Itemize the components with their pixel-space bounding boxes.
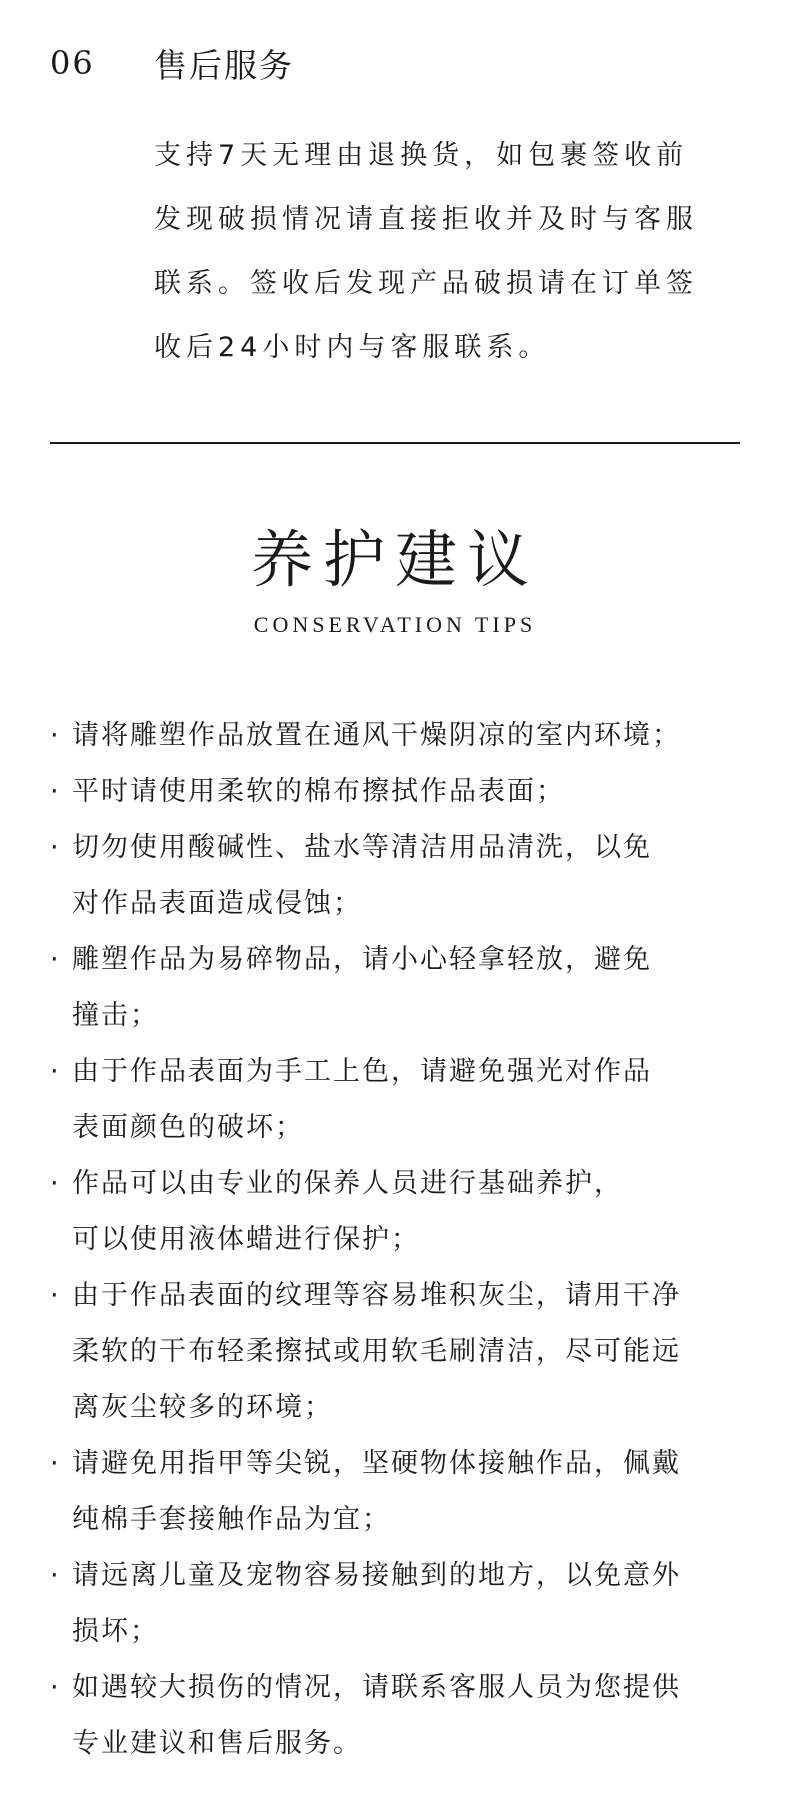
tip-item	[50, 708, 750, 764]
tip-line: 由于作品表面的纹理等容易堆积灰尘，请用干净	[72, 1280, 681, 1311]
tip-line: 请将雕塑作品放置在通风干燥阴凉的室内环境；	[72, 720, 681, 751]
tip-line: 雕塑作品为易碎物品，请小心轻拿轻放，避免	[72, 944, 652, 975]
tip-item	[50, 1156, 750, 1268]
tip-item	[50, 1660, 750, 1772]
bullet-dot: ·	[50, 1672, 61, 1703]
tip-line: 柔软的干布轻柔擦拭或用软毛刷清洁，尽可能远	[72, 1336, 681, 1367]
bullet-dot: ·	[50, 832, 61, 863]
tip-item	[50, 1548, 750, 1660]
tip-item	[50, 932, 750, 1044]
tip-line: 离灰尘较多的环境；	[72, 1392, 333, 1423]
tip-line: 可以使用液体蜡进行保护；	[72, 1224, 420, 1255]
bullet-dot: ·	[50, 1448, 61, 1479]
tip-line: 平时请使用柔软的棉布擦拭作品表面；	[72, 776, 565, 807]
section-number: 06	[50, 44, 95, 82]
bullet-dot: ·	[50, 720, 61, 751]
tip-item	[50, 1436, 750, 1548]
aftersales-line: 收后24小时内与客服联系。	[154, 332, 551, 363]
tip-line: 表面颜色的破坏；	[72, 1112, 304, 1143]
tip-item	[50, 820, 750, 932]
section-title: 售后服务	[154, 46, 294, 85]
conservation-tips-list	[50, 708, 750, 1772]
conservation-subtitle: CONSERVATION TIPS	[253, 612, 537, 637]
bullet-dot: ·	[50, 1168, 61, 1199]
tip-line: 损坏；	[72, 1616, 159, 1647]
aftersales-body	[154, 124, 790, 380]
aftersales-line: 联系。签收后发现产品破损请在订单签	[154, 268, 698, 299]
section-divider	[50, 442, 740, 444]
tip-line: 请远离儿童及宠物容易接触到的地方，以免意外	[72, 1560, 681, 1591]
bullet-dot: ·	[50, 1056, 61, 1087]
tip-line: 专业建议和售后服务。	[72, 1728, 362, 1759]
aftersales-line: 发现破损情况请直接拒收并及时与客服	[154, 204, 698, 235]
tip-line: 切勿使用酸碱性、盐水等清洁用品清洗，以免	[72, 832, 652, 863]
tip-item	[50, 764, 750, 820]
tip-line: 撞击；	[72, 1000, 159, 1031]
bullet-dot: ·	[50, 1560, 61, 1591]
tip-item	[50, 1268, 750, 1436]
tip-line: 作品可以由专业的保养人员进行基础养护，	[72, 1168, 623, 1199]
tip-line: 请避免用指甲等尖锐，坚硬物体接触作品，佩戴	[72, 1448, 681, 1479]
tip-item	[50, 1044, 750, 1156]
conservation-heading	[0, 520, 790, 638]
aftersales-line: 支持7天无理由退换货，如包裹签收前	[154, 140, 689, 171]
tip-line: 由于作品表面为手工上色，请避免强光对作品	[72, 1056, 652, 1087]
bullet-dot: ·	[50, 1280, 61, 1311]
tip-line: 对作品表面造成侵蚀；	[72, 888, 362, 919]
bullet-dot: ·	[50, 776, 61, 807]
tip-line: 纯棉手套接触作品为宜；	[72, 1504, 391, 1535]
bullet-dot: ·	[50, 944, 61, 975]
tip-line: 如遇较大损伤的情况，请联系客服人员为您提供	[72, 1672, 681, 1703]
conservation-title: 养护建议	[250, 523, 539, 596]
